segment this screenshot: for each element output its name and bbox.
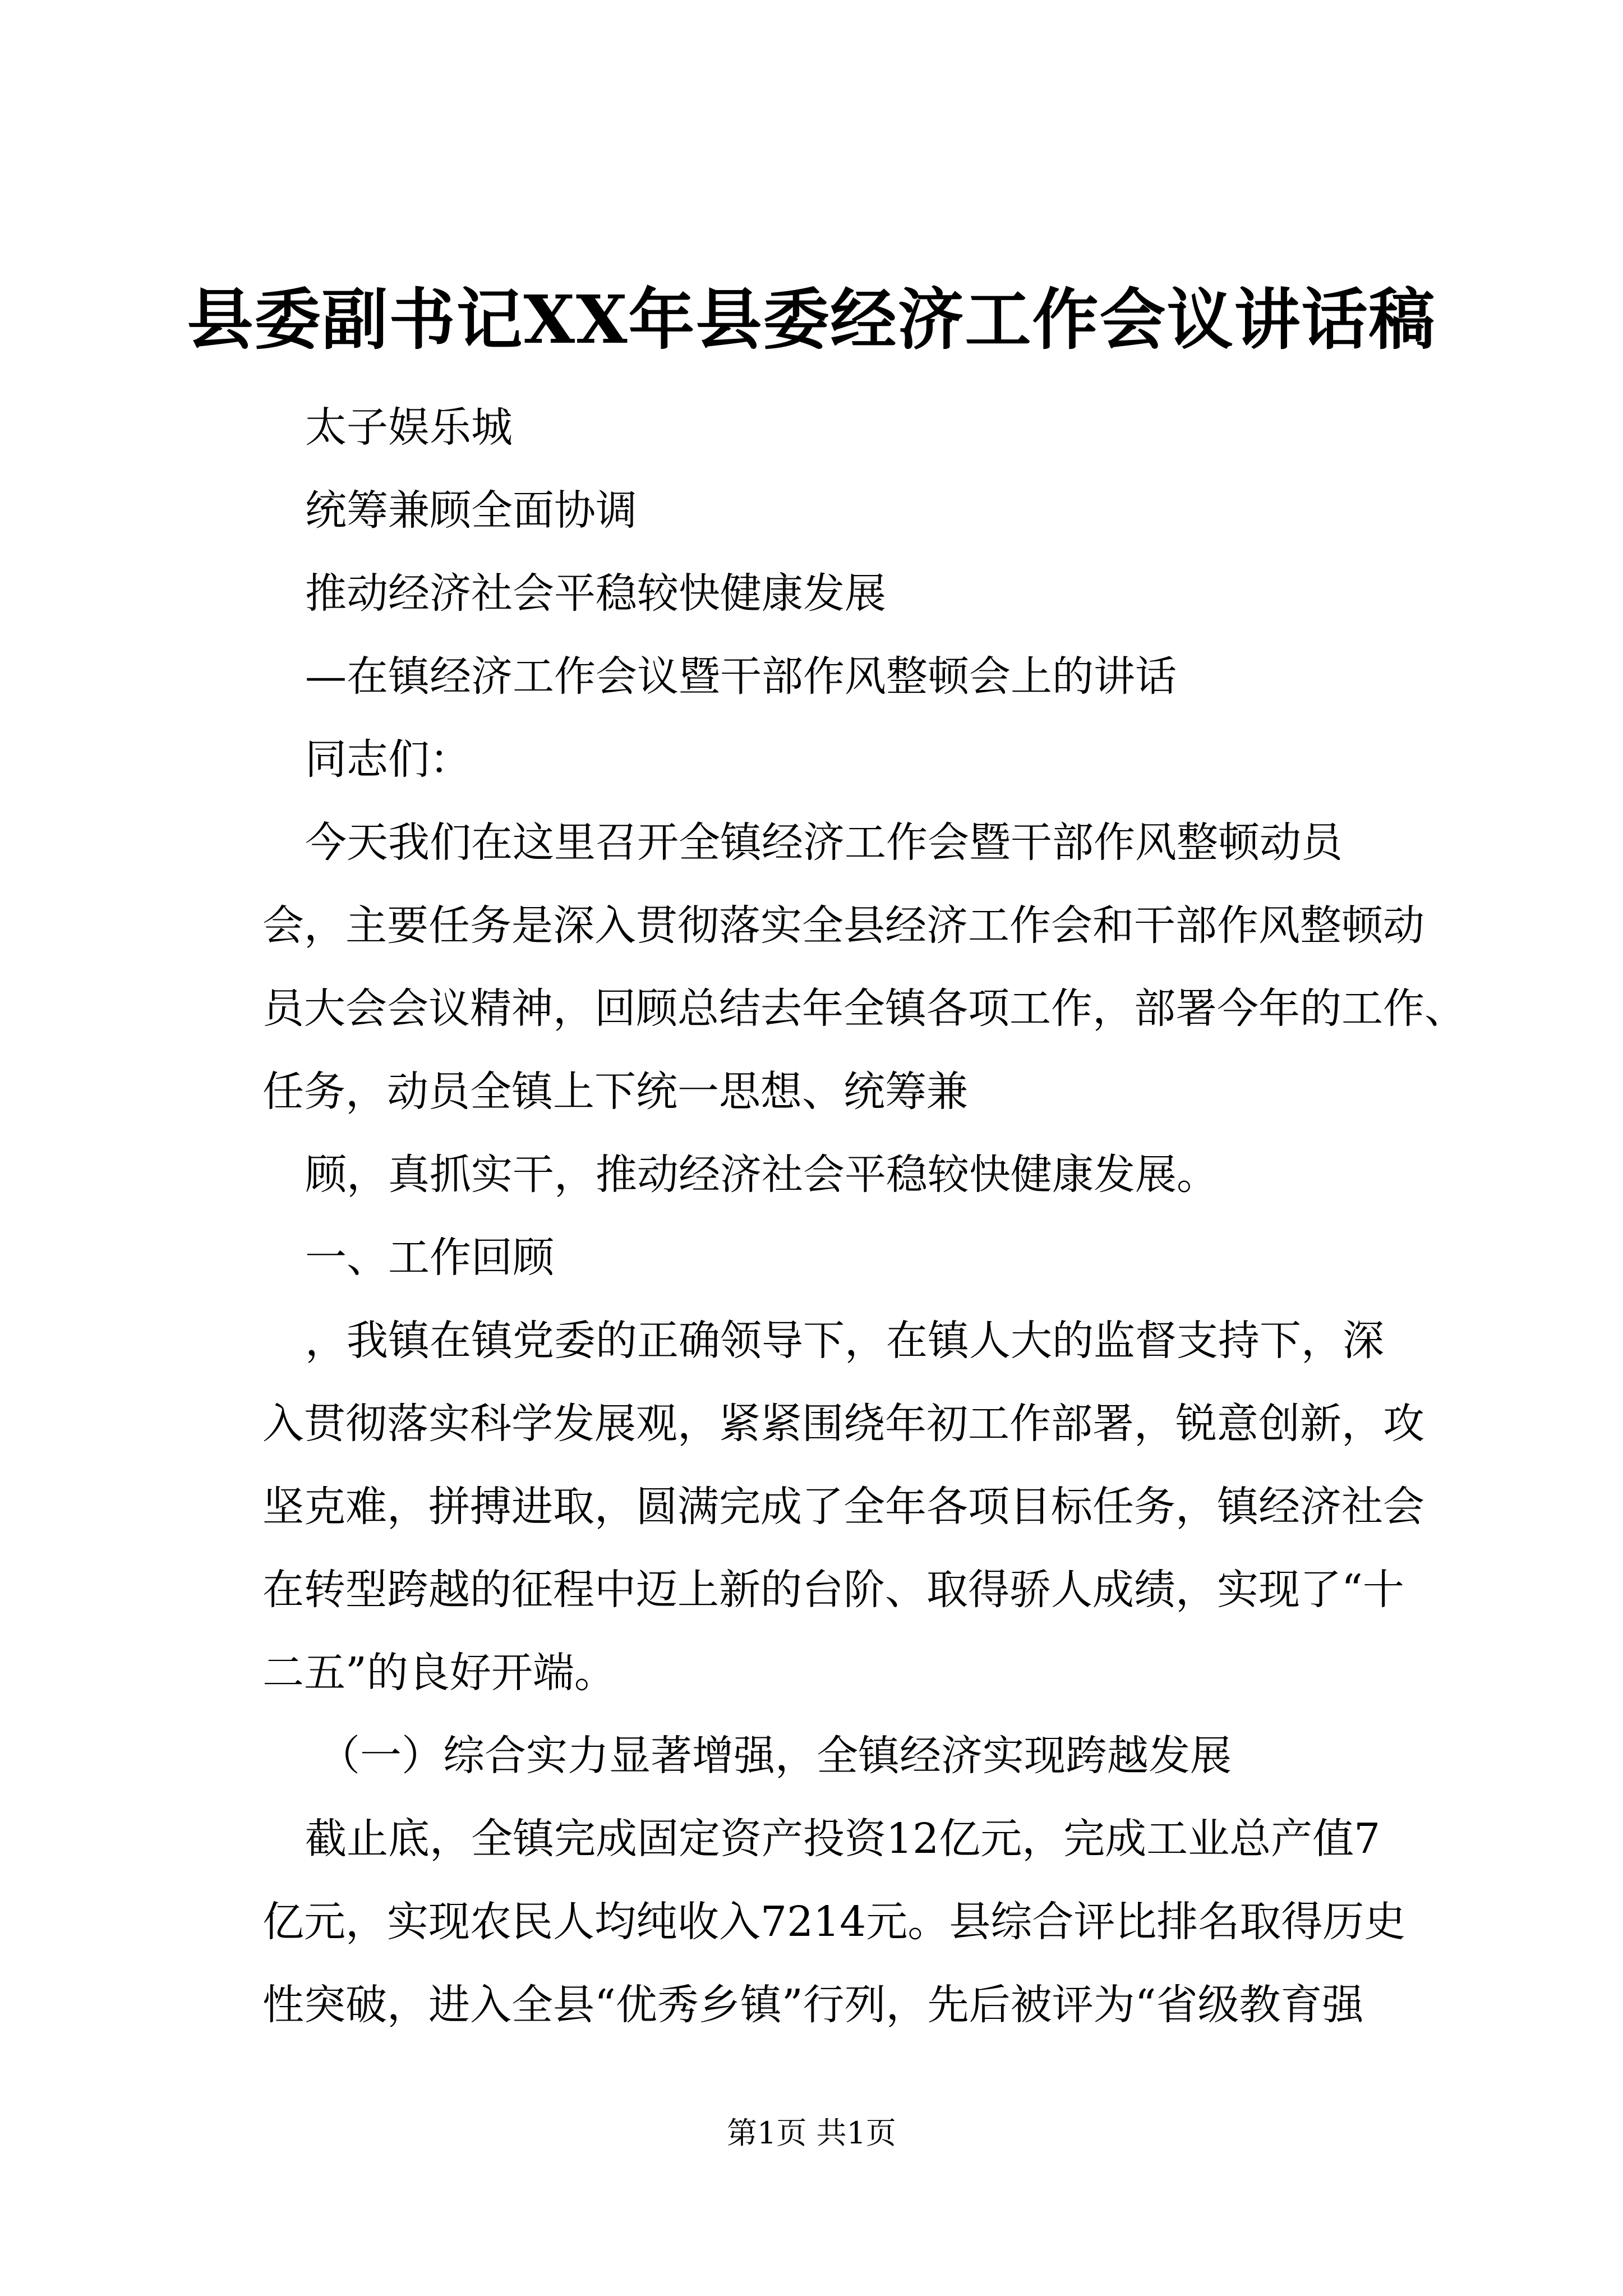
paragraph-line: 会，主要任务是深入贯彻落实全县经济工作会和干部作风整顿动 (262, 901, 1424, 950)
subsection-heading: （一）综合实力显著增强，全镇经济实现跨越发展 (319, 1732, 1232, 1780)
paragraph-line: 二五”的良好开端。 (262, 1649, 616, 1697)
paragraph-line: 顾，真抓实干，推动经济社会平稳较快健康发展。 (305, 1151, 1218, 1199)
text-line-heading-2: 推动经济社会平稳较快健康发展 (305, 569, 886, 618)
paragraph-line: 在转型跨越的征程中迈上新的台阶、取得骄人成绩，实现了“十 (262, 1566, 1404, 1614)
section-heading: 一、工作回顾 (305, 1234, 554, 1282)
paragraph-line: 截止底，全镇完成固定资产投资12亿元，完成工业总产值7 (305, 1815, 1381, 1863)
document-title: 县委副书记XX年县委经济工作会议讲话稿 (187, 280, 1436, 358)
page-footer: 第1页 共1页 (727, 2115, 896, 2151)
paragraph-line: 坚克难，拼搏进取，圆满完成了全年各项目标任务，镇经济社会 (262, 1483, 1424, 1531)
text-line-subtitle: —在镇经济工作会议暨干部作风整顿会上的讲话 (305, 652, 1177, 701)
paragraph-line: 性突破，进入全县“优秀乡镇”行列，先后被评为“省级教育强 (262, 1981, 1364, 2029)
document-body (262, 386, 1466, 2046)
paragraph-line: 任务，动员全镇上下统一思想、统筹兼 (262, 1068, 968, 1116)
paragraph-line: ，我镇在镇党委的正确领导下，在镇人大的监督支持下，深 (305, 1317, 1384, 1365)
paragraph-line: 员大会会议精神，回顾总结去年全镇各项工作，部署今年的工作、 (262, 984, 1466, 1033)
paragraph-line: 今天我们在这里召开全镇经济工作会暨干部作风整顿动员 (305, 818, 1343, 867)
paragraph-line: 入贯彻落实科学发展观，紧紧围绕年初工作部署，锐意创新，攻 (262, 1400, 1424, 1448)
text-line-banner: 太子娱乐城 (305, 403, 513, 452)
paragraph-line: 亿元，实现农民人均纯收入7214元。县综合评比排名取得历史 (262, 1898, 1406, 1946)
text-line-salutation: 同志们： (305, 735, 471, 784)
text-line-heading-1: 统筹兼顾全面协调 (305, 486, 637, 535)
